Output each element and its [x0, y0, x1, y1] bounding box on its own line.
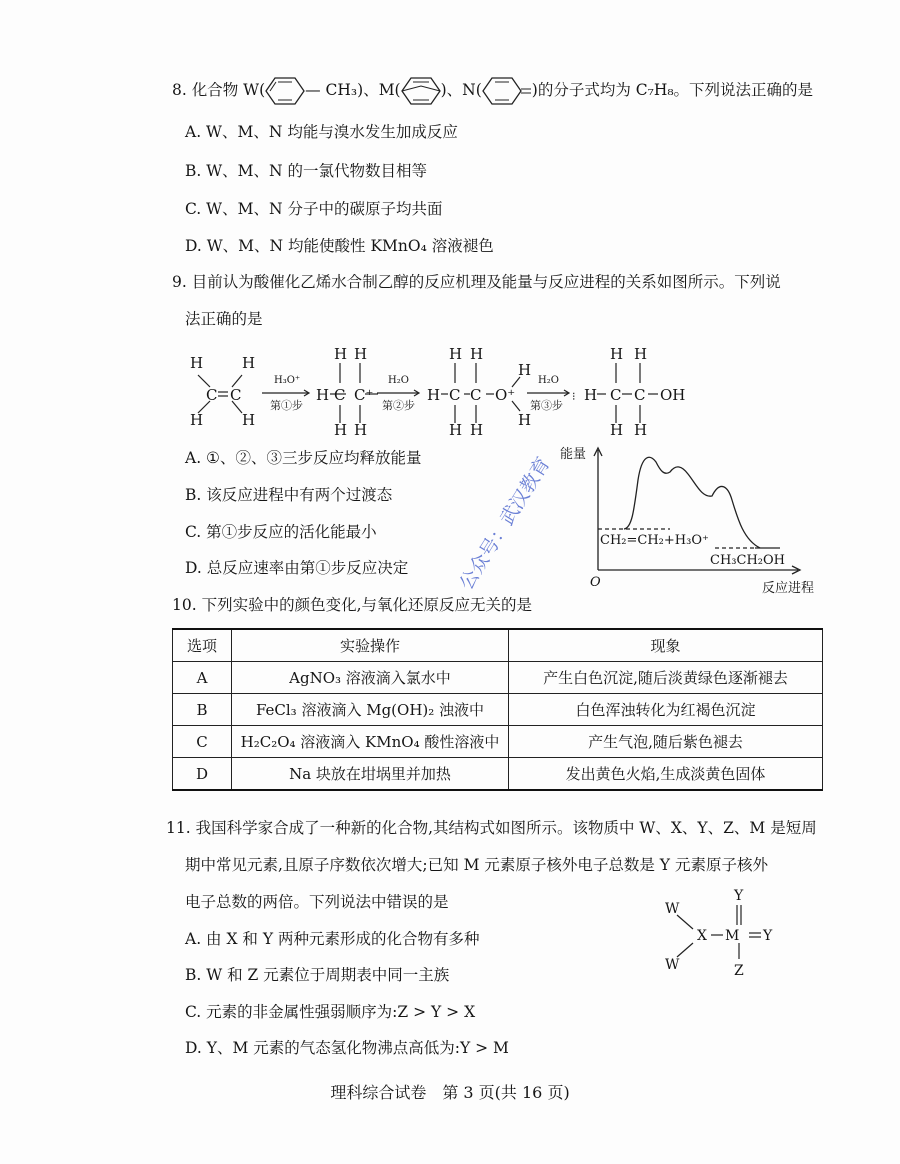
q9-option-a: A. ①、②、③三步反应均释放能量: [185, 449, 422, 467]
table-row: [173, 662, 823, 694]
atom-c: C: [206, 386, 218, 404]
atom-c: C: [230, 386, 242, 404]
table-header-row: [173, 629, 823, 662]
atom-h: H: [518, 361, 532, 379]
q9-option-d: D. 总反应速率由第①步反应决定: [185, 559, 409, 577]
methylene-ring-icon: [482, 76, 532, 106]
atom-h: H: [610, 345, 624, 363]
reagent-1: H₃O⁺: [274, 375, 301, 386]
header-option: 选项: [173, 629, 232, 662]
atom-w: W: [665, 901, 680, 917]
atom-h: H: [449, 421, 463, 435]
cell-option: A: [173, 662, 232, 694]
reagent-2: H₂O: [388, 375, 409, 386]
atom-h: H: [242, 411, 256, 429]
atom-c-plus: C⁺: [354, 386, 374, 404]
atom-h: H: [610, 421, 624, 435]
q8-stem-part: )、N(: [440, 81, 482, 99]
energy-diagram: [560, 440, 830, 600]
q11-stem-line1: 11. 我国科学家合成了一种新的化合物,其结构式如图所示。该物质中 W、X、Y、Z、M 是短周: [166, 819, 817, 837]
toluene-ring-icon: [265, 76, 305, 106]
q9-option-c: C. 第①步反应的活化能最小: [185, 523, 377, 541]
cell-phenomenon: 产生白色沉淀,随后淡黄绿色逐渐褪去: [509, 662, 823, 694]
cell-option: B: [173, 694, 232, 726]
cell-operation: AgNO₃ 溶液滴入氯水中: [232, 662, 509, 694]
q8-option-b: B. W、M、N 的一氯代物数目相等: [185, 162, 428, 180]
step-2-label: 第②步: [382, 399, 415, 412]
reactants-label: CH₂=CH₂+H₃O⁺: [600, 533, 709, 548]
q11-option-a: A. 由 X 和 Y 两种元素形成的化合物有多种: [185, 930, 480, 948]
atom-h: H: [316, 386, 330, 404]
atom-h: H: [449, 345, 463, 363]
q8-stem-part: — CH₃)、M(: [305, 81, 401, 99]
q8-option-a: A. W、M、N 均能与溴水发生加成反应: [185, 123, 458, 141]
atom-h: H: [190, 354, 204, 372]
atom-h: H: [354, 421, 368, 435]
atom-y: Y: [763, 928, 773, 944]
header-phenomenon: 现象: [509, 629, 823, 662]
cell-phenomenon: 发出黄色火焰,生成淡黄色固体: [509, 758, 823, 791]
reagent-3: H₂O: [538, 375, 559, 386]
atom-c: C: [470, 386, 482, 404]
q11-structure-diagram: [655, 885, 785, 980]
atom-c: C: [610, 386, 622, 404]
atom-h: H: [427, 386, 441, 404]
product-label: CH₃CH₂OH: [710, 553, 785, 568]
atom-h: H: [634, 345, 648, 363]
cell-operation: Na 块放在坩埚里并加热: [232, 758, 509, 791]
atom-h: H: [190, 411, 204, 429]
atom-m: M: [725, 928, 740, 944]
q11-stem-line2: 期中常见元素,且原子序数依次增大;已知 M 元素原子核外电子总数是 Y 元素原子核外: [185, 856, 768, 874]
q9-stem-line2: 法正确的是: [185, 310, 263, 328]
atom-y: Y: [734, 888, 744, 904]
q11-stem-line3: 电子总数的两倍。下列说法中错误的是: [185, 893, 449, 911]
q10-stem: 10. 下列实验中的颜色变化,与氧化还原反应无关的是: [172, 596, 533, 614]
cell-option: C: [173, 726, 232, 758]
hydroxyl: OH: [660, 386, 686, 404]
cell-operation: H₂C₂O₄ 溶液滴入 KMnO₄ 酸性溶液中: [232, 726, 509, 758]
atom-x: X: [697, 928, 707, 944]
cell-option: D: [173, 758, 232, 791]
q8-option-d: D. W、M、N 均能使酸性 KMnO₄ 溶液褪色: [185, 237, 494, 255]
atom-h: H: [334, 421, 348, 435]
bicyclic-ring-icon: [401, 76, 441, 106]
y-axis-label: 能量: [560, 447, 587, 462]
reaction-mechanism-diagram: [170, 335, 830, 435]
atom-h: H: [334, 345, 348, 363]
atom-o-plus: O⁺: [495, 386, 516, 404]
cell-phenomenon: 白色浑浊转化为红褐色沉淀: [509, 694, 823, 726]
dot-mark: ⁝: [572, 390, 576, 403]
q11-option-d: D. Y、M 元素的气态氢化物沸点高低为:Y > M: [185, 1039, 509, 1057]
q9-option-b: B. 该反应进程中有两个过渡态: [185, 486, 393, 504]
step-3-label: 第③步: [530, 399, 563, 412]
atom-w: W: [665, 957, 680, 973]
atom-z: Z: [734, 963, 744, 979]
q10-table: [172, 628, 823, 791]
atom-h: H: [634, 421, 648, 435]
atom-h: H: [470, 345, 484, 363]
step-1-label: 第①步: [270, 399, 303, 412]
atom-c: C: [634, 386, 646, 404]
q8-option-c: C. W、M、N 分子中的碳原子均共面: [185, 200, 443, 218]
q8-stem: [172, 76, 813, 106]
watermark: 公众号：武汉教育: [455, 453, 555, 594]
cell-phenomenon: 产生气泡,随后紫色褪去: [509, 726, 823, 758]
atom-h: H: [470, 421, 484, 435]
table-row: [173, 726, 823, 758]
q11-option-c: C. 元素的非金属性强弱顺序为:Z > Y > X: [185, 1003, 476, 1021]
q8-stem-part: 8. 化合物 W(: [172, 81, 266, 99]
table-row: [173, 758, 823, 791]
x-axis-label: 反应进程: [762, 581, 815, 596]
atom-c: C: [449, 386, 461, 404]
q11-option-b: B. W 和 Z 元素位于周期表中同一主族: [185, 966, 450, 984]
page-footer: 理科综合试卷 第 3 页(共 16 页): [330, 1083, 570, 1102]
atom-c: C: [334, 386, 346, 404]
atom-h: H: [354, 345, 368, 363]
q8-stem-part: )的分子式均为 C₇H₈。下列说法正确的是: [531, 81, 814, 99]
cell-operation: FeCl₃ 溶液滴入 Mg(OH)₂ 浊液中: [232, 694, 509, 726]
header-operation: 实验操作: [232, 629, 509, 662]
atom-h: H: [584, 386, 598, 404]
table-row: [173, 694, 823, 726]
atom-h: H: [242, 354, 256, 372]
atom-h: H: [518, 411, 532, 429]
q9-stem-line1: 9. 目前认为酸催化乙烯水合制乙醇的反应机理及能量与反应进程的关系如图所示。下列说: [172, 273, 781, 291]
origin-label: O: [590, 575, 601, 590]
